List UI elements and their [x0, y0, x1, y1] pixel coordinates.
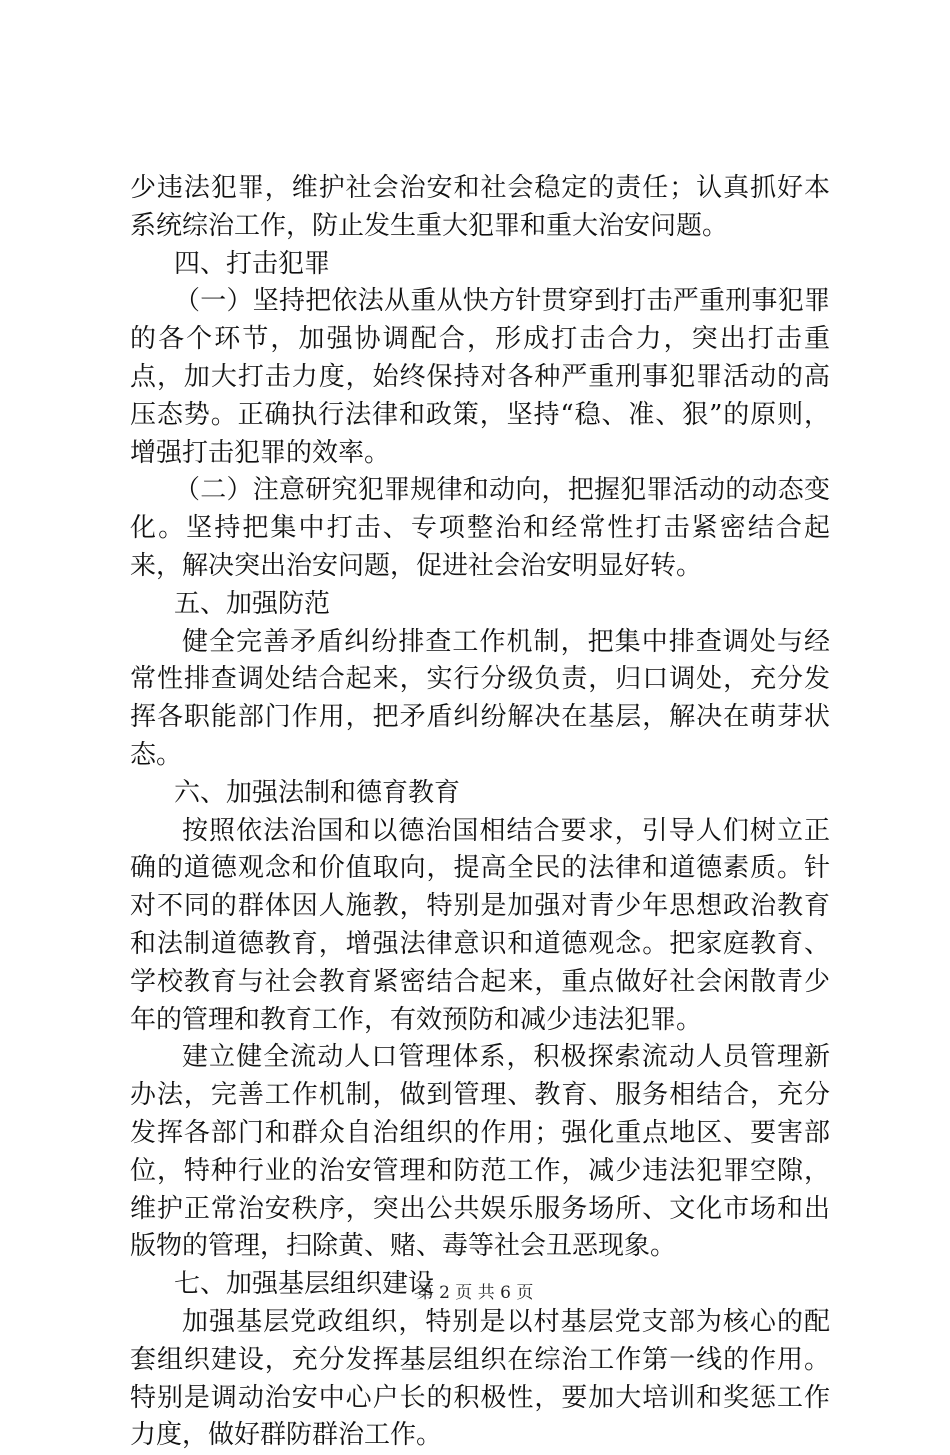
- section-heading-7: 七、加强基层组织建设: [174, 1269, 435, 1300]
- paragraph-prevention: 健全完善矛盾纠纷排查工作机制，把集中排查调处与经常性排查调处结合起来，实行分级负责，归口调处，充分发挥各职能部门作用，把矛盾纠纷解决在基层，解决在萌芽状态。: [130, 626, 830, 770]
- section-heading-4: 四、打击犯罪: [174, 248, 331, 279]
- paragraph-continuation: 少违法犯罪，维护社会治安和社会稳定的责任；认真抓好本系统综治工作，防止发生重大犯罪和重大治安问题。: [130, 173, 830, 241]
- paragraph-education: 按照依法治国和以德治国相结合要求，引导人们树立正确的道德观念和价值取向，提高全民的法律和道德素质。针对不同的群体因人施教，特别是加强对青少年思想政治教育和法制道德教育，增强法律意识和道德观念。把家庭教育、学校教育与社会教育紧密结合起来，重点做好社会闲散青少年的管理和教育工作，有效预防和减少违法犯罪。: [130, 815, 830, 1035]
- page-number-footer: 第 2 页 共 6 页: [416, 1283, 534, 1303]
- section-heading-6: 六、加强法制和德育教育: [174, 777, 461, 808]
- paragraph-sub-2: （二）注意研究犯罪规律和动向，把握犯罪活动的动态变化。坚持把集中打击、专项整治和经常性打击紧密结合起来，解决突出治安问题，促进社会治安明显好转。: [130, 475, 830, 581]
- paragraph-sub-1: （一）坚持把依法从重从快方针贯穿到打击严重刑事犯罪的各个环节，加强协调配合，形成打击合力，突出打击重点，加大打击力度，始终保持对各种严重刑事犯罪活动的高压态势。正确执行法律和政策，坚持“稳、准、狠”的原则，增强打击犯罪的效率。: [130, 286, 830, 468]
- section-heading-5: 五、加强防范: [174, 588, 331, 619]
- paragraph-grassroots: 加强基层党政组织，特别是以村基层党支部为核心的配套组织建设，充分发挥基层组织在综治工作第一线的作用。特别是调动治安中心户长的积极性，要加大培训和奖惩工作力度，做好群防群治工作。: [130, 1306, 830, 1451]
- paragraph-floating-population: 建立健全流动人口管理体系，积极探索流动人员管理新办法，完善工作机制，做到管理、教育、服务相结合，充分发挥各部门和群众自治组织的作用；强化重点地区、要害部位，特种行业的治安管理和防范工作，减少违法犯罪空隙，维护正常治安秩序，突出公共娱乐服务场所、文化市场和出版物的管理，扫除黄、赌、毒等社会丑恶现象。: [130, 1042, 830, 1262]
- document-body: [130, 170, 830, 1455]
